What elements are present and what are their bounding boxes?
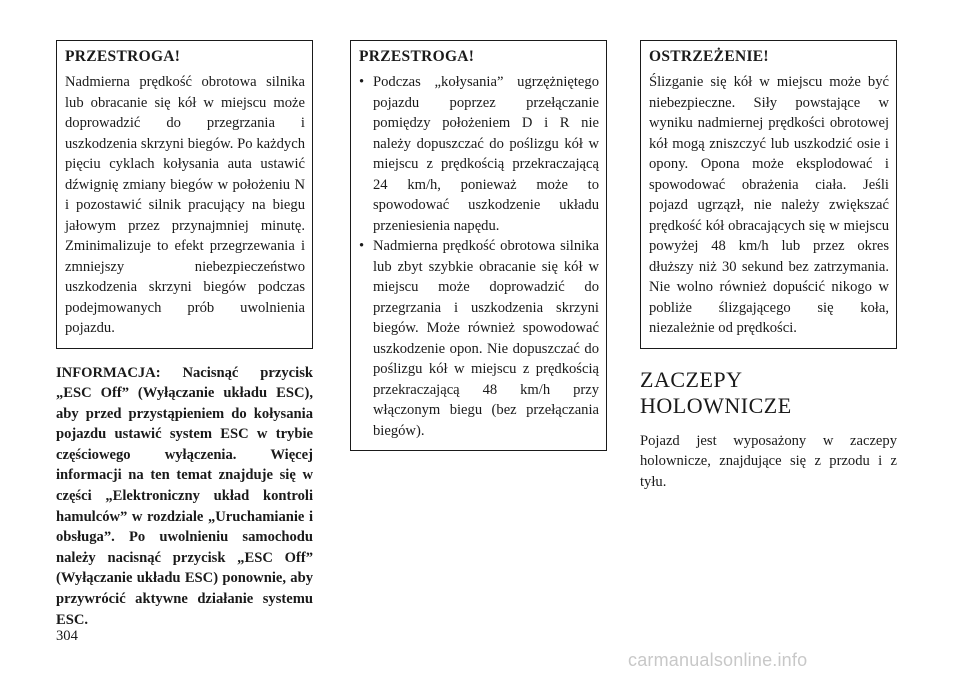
- warning-title: OSTRZEŻENIE!: [649, 48, 769, 65]
- caution-box-rocking: [350, 40, 607, 451]
- bullet-icon: •: [359, 238, 365, 254]
- caution-box-transmission: [56, 40, 313, 349]
- site-watermark: carmanualsonline.info: [628, 650, 808, 670]
- bullet-text: Podczas „kołysania” ugrzężniętego pojazdu poprzez przełączanie pomiędzy położeniem D i R nie należy dopuszczać do poślizgu kół w miejscu z prędkością przekraczającą 24 km/h, ponieważ może to spowodować uszkodzenie układu przeniesienia napędu.: [373, 74, 599, 234]
- caution-text: Nadmierna prędkość obrotowa silnika lub obracanie się kół w miejscu może doprowadzić do przegrzania i uszkodzenia skrzyni biegów. Po każdych pięciu cyklach kołysania auta ustawić dźwignię zmiany biegów w położeniu N i pozostawić silnik pracujący na biegu jałowym przez przynajmniej minutę. Zminimalizuje to efekt przegrzewania i zmniejszy niebezpieczeństwo uszkodzenia skrzyni biegów podczas podejmowanych prób uwolnienia pojazdu.: [65, 74, 305, 336]
- caution-title: PRZESTROGA!: [65, 48, 181, 65]
- right-column: [640, 40, 897, 492]
- section-heading-tow-hooks: [640, 367, 897, 419]
- caution-bullet-list: [359, 72, 599, 441]
- bullet-icon: •: [359, 74, 365, 90]
- tow-hooks-text: Pojazd jest wyposażony w zaczepy holownicze, znajdujące się z przodu i z tyłu.: [640, 432, 897, 490]
- caution-title: PRZESTROGA!: [359, 48, 475, 65]
- page-number: 304: [56, 628, 78, 644]
- warning-box-wheel-spin: [640, 40, 897, 349]
- bullet-text: Nadmierna prędkość obrotowa silnika lub zbyt szybkie obracanie się kół w miejscu może doprowadzić do przegrzania i uszkodzenia skrzyni biegów. Może również spowodować uszkodzenie opon. Nie dopuszczać do poślizgu kół w miejscu z prędkością przekraczającą 48 km/h przy włączonym biegu (bez przełączania biegów).: [373, 238, 599, 439]
- middle-column: [350, 40, 607, 451]
- left-column: [56, 40, 313, 630]
- heading-line: HOLOWNICZE: [640, 392, 792, 418]
- caution-bullet-item: [359, 236, 599, 441]
- heading-line: ZACZEPY: [640, 366, 743, 392]
- caution-bullet-item: [359, 72, 599, 236]
- esc-info-note: INFORMACJA: Nacisnąć przycisk „ESC Off” (Wyłączanie układu ESC), aby przed przystąpieniem do kołysania pojazdu ustawić system ESC w trybie częściowego wyłączenia. Więcej informacji na ten temat znajduje się w części „Elektroniczny układ kontroli hamulców” w rozdziale „Uruchamianie i obsługa”. Po uwolnieniu samochodu należy nacisnąć przycisk „ESC Off” (Wyłączanie układu ESC) ponownie, aby przywrócić aktywne działanie systemu ESC.: [56, 364, 313, 628]
- warning-text: Ślizganie się kół w miejscu może być niebezpieczne. Siły powstające w wyniku nadmiernej prędkości obrotowej kół mogą zniszczyć lub uszkodzić osie i opony. Opona może eksplodować i spowodować obrażenia ciała. Jeśli pojazd ugrzązł, nie należy zwiększać prędkość kół obracających się w miejscu powyżej 48 km/h lub przez okres dłuższy niż 30 sekund bez zatrzymania. Nie wolno również dopuścić nikogo w pobliże ślizgającego się koła, niezależnie od prędkości.: [649, 74, 889, 336]
